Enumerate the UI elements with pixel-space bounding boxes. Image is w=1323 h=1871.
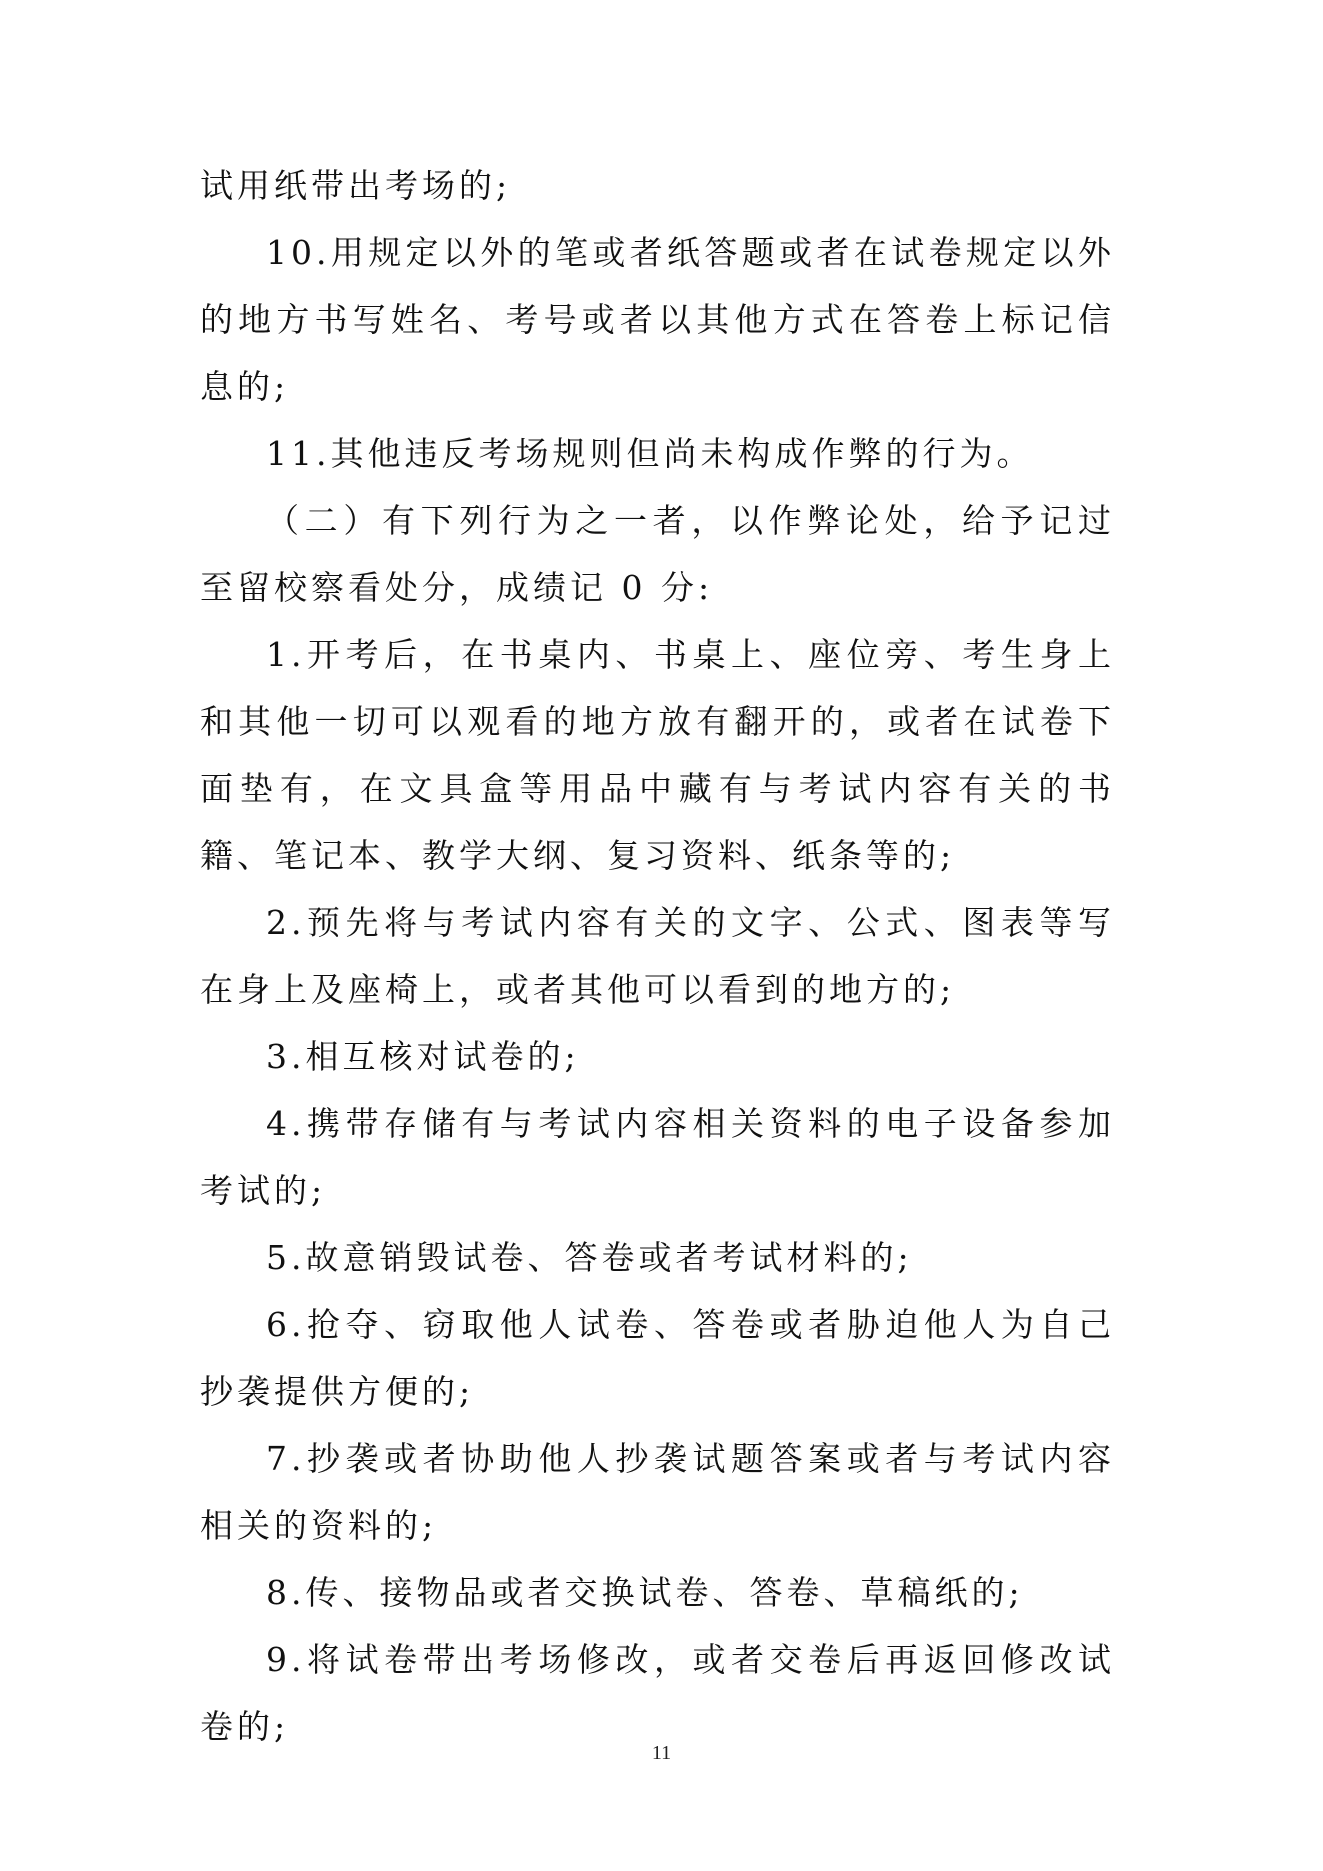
paragraph-item-5: 5.故意销毁试卷、答卷或者考试材料的; bbox=[266, 1238, 913, 1277]
paragraph-item-9: 9.将试卷带出考场修改，或者交卷后再返回修改试卷的; bbox=[200, 1640, 1115, 1746]
paragraph-item-3: 3.相互核对试卷的; bbox=[266, 1037, 580, 1076]
paragraph-item-10: 10.用规定以外的笔或者纸答题或者在试卷规定以外的地方书写姓名、考号或者以其他方式在答卷上标记信息的; bbox=[200, 233, 1115, 406]
paragraph-item-8: 8.传、接物品或者交换试卷、答卷、草稿纸的; bbox=[266, 1573, 1024, 1612]
paragraph-continuation: 试用纸带出考场的; bbox=[200, 166, 512, 205]
page-number: 11 bbox=[651, 1742, 672, 1764]
paragraph-item-2: 2.预先将与考试内容有关的文字、公式、图表等写在身上及座椅上，或者其他可以看到的地方的; bbox=[200, 903, 1115, 1009]
paragraph-item-4: 4.携带存储有与考试内容相关资料的电子设备参加考试的; bbox=[200, 1104, 1115, 1210]
paragraph-item-6: 6.抢夺、窃取他人试卷、答卷或者胁迫他人为自己抄袭提供方便的; bbox=[200, 1305, 1115, 1411]
paragraph-item-11: 11.其他违反考场规则但尚未构成作弊的行为。 bbox=[266, 434, 1034, 473]
paragraph-item-1: 1.开考后，在书桌内、书桌上、座位旁、考生身上和其他一切可以观看的地方放有翻开的，或者在试卷下面垫有，在文具盒等用品中藏有与考试内容有关的书籍、笔记本、教学大纲、复习资料、纸条等的; bbox=[200, 635, 1115, 875]
document-body bbox=[200, 152, 1115, 1760]
paragraph-item-7: 7.抄袭或者协助他人抄袭试题答案或者与考试内容相关的资料的; bbox=[200, 1439, 1115, 1545]
paragraph-section-heading: （二）有下列行为之一者，以作弊论处，给予记过至留校察看处分，成绩记 0 分: bbox=[200, 501, 1115, 607]
